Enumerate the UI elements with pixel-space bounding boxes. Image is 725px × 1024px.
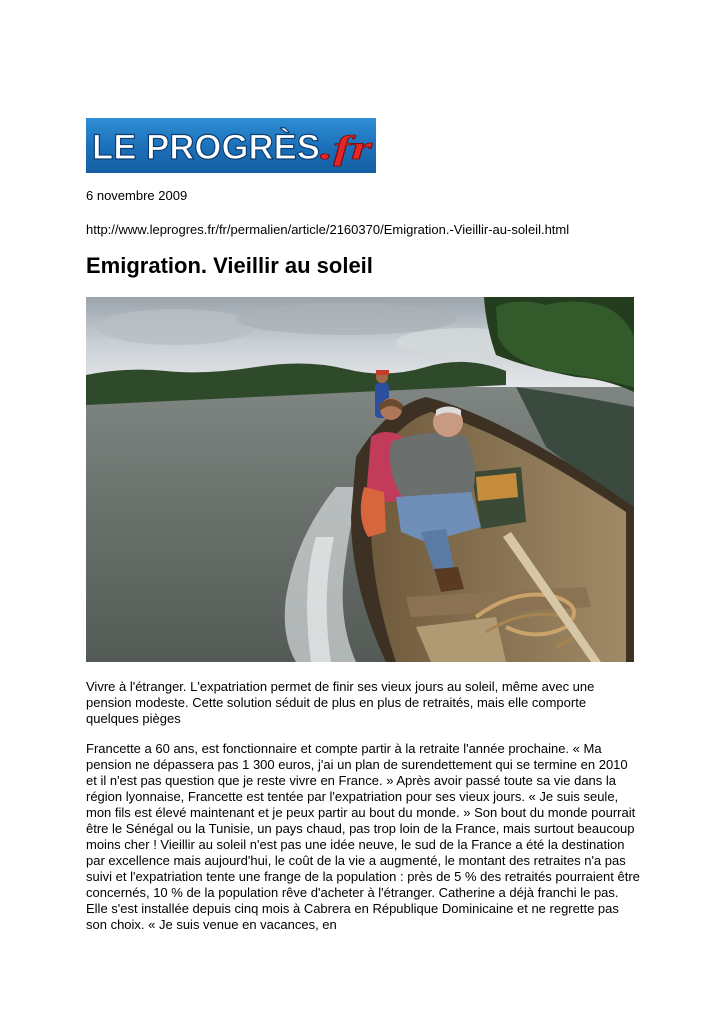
logo-artwork [86, 118, 376, 173]
article-url: http://www.leprogres.fr/fr/permalien/article/2160370/Emigration.-Vieillir-au-soleil.html [86, 222, 570, 237]
le-progres-logo [86, 118, 376, 173]
river-boat-photo [86, 297, 634, 662]
article-title: Emigration. Vieillir au soleil [86, 253, 373, 278]
logo-main-text: LE PROGRÈS [92, 128, 322, 167]
article-body: Francette a 60 ans, est fonctionnaire et compte partir à la retraite l'année prochaine. « Ma pension ne dépassera pas 1 300 euros, j'ai un plan de surendettement qui se termine en 2010 et il n'est pas question que je reste vivre en France. » Après avoir passé toute sa vie dans la région lyonnaise, Francette est tentée par l'expatriation pour ses vieux jours. « Je suis seule, mon fils est élevé maintenant et je peux partir au bout du monde. » Son bout du monde pourrait être le Sénégal ou la Tunisie, un pays chaud, pas trop loin de la France, mais surtout beaucoup moins cher ! Vieillir au soleil n'est pas une idée neuve, le sud de la France a été la destination par excellence mais aujourd'hui, le coût de la vie a augmenté, le montant des retraites n'a pas suivi et l'expatriation tente une frange de la population : près de 5 % des retraités pourraient être concernés, 10 % de la population rêve d'acheter à l'étranger. Catherine a déjà franchi le pas. Elle s'est installée depuis cinq mois à Cabrera en République Dominicaine et ne regrette pas son choix. « Je suis venue en vacances, en [86, 741, 640, 932]
article-date: 6 novembre 2009 [86, 188, 188, 203]
logo-suffix-text: .fr [320, 130, 374, 167]
article-lead: Vivre à l'étranger. L'expatriation permet de finir ses vieux jours au soleil, même avec une pension modeste. Cette solution séduit de plus en plus de retraités, mais elle comporte quelques pièges [86, 679, 595, 726]
article-photo [86, 297, 634, 662]
